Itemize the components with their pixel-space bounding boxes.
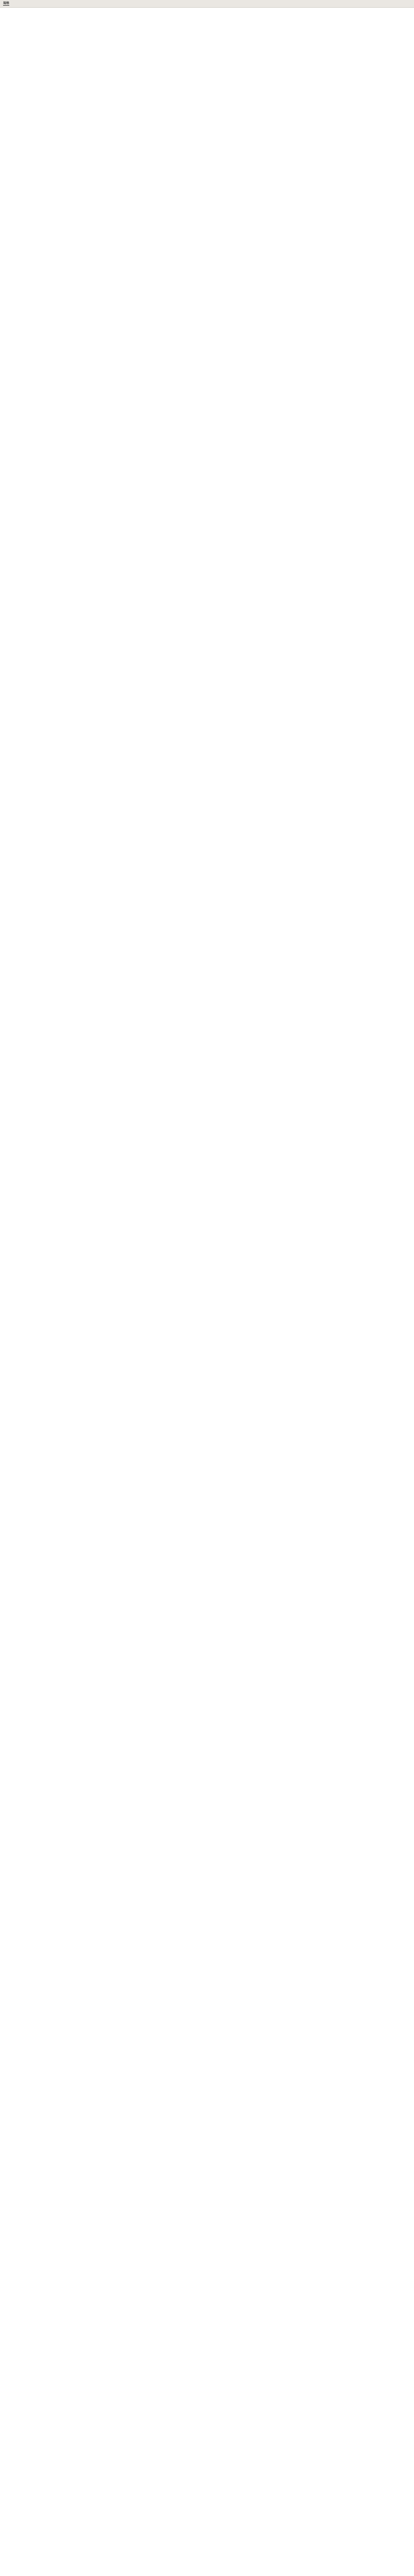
page-header: [0, 0, 414, 8]
page-title: 規格: [3, 2, 10, 5]
page-root: [0, 0, 414, 8]
